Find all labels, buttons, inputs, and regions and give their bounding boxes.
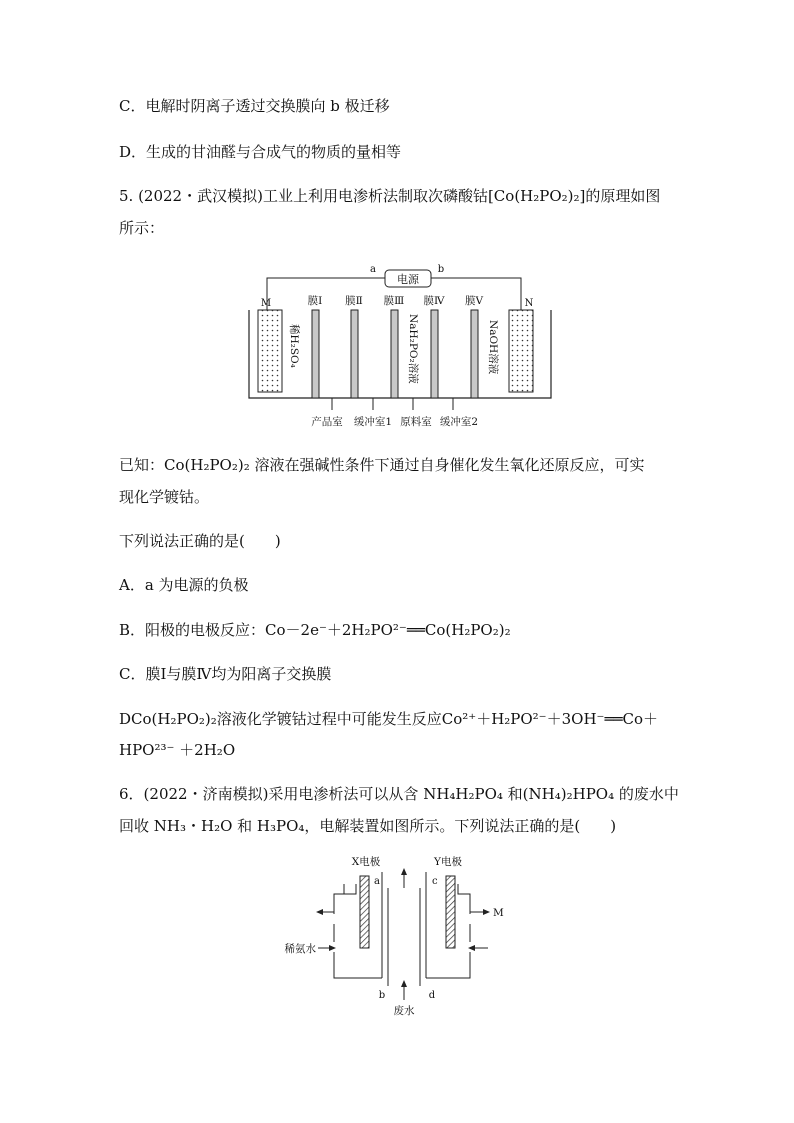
membrane-1 — [312, 310, 319, 398]
wastewater-label: 废水 — [393, 1005, 415, 1017]
power-source-label: 电源 — [397, 273, 419, 286]
svg-text:M: M — [260, 298, 272, 309]
svg-text:产品室: 产品室 — [311, 416, 343, 428]
question-6-line1: 6．(2022・济南模拟)采用电渗析法可以从含 NH₄H₂PO₄ 和(NH₄)₂HPO₄ 的废水中 — [119, 785, 679, 803]
membrane-2 — [351, 310, 358, 398]
electrode-x — [360, 876, 369, 948]
svg-text:缓冲室2: 缓冲室2 — [439, 416, 479, 428]
option-d-q5-line1: DCo(H₂PO₂)₂溶液化学镀钴过程中可能发生反应Co²⁺＋H₂PO²⁻＋3OH⁻══Co＋ — [119, 710, 659, 728]
svg-text:膜Ⅴ: 膜Ⅴ — [464, 295, 484, 307]
svg-text:N: N — [524, 298, 534, 309]
svg-text:b: b — [378, 990, 386, 1001]
svg-text:膜Ⅰ: 膜Ⅰ — [307, 295, 323, 307]
svg-text:Y电极: Y电极 — [434, 856, 462, 868]
svg-text:X电极: X电极 — [351, 856, 381, 868]
svg-text:a: a — [370, 264, 376, 275]
option-c-q4: C．电解时阴离子透过交换膜向 b 极迁移 — [119, 97, 390, 115]
svg-text:a: a — [374, 876, 380, 887]
option-b-q5: B．阳极的电极反应：Co－2e⁻＋2H₂PO²⁻══Co(H₂PO₂)₂ — [119, 621, 511, 639]
electrode-y — [446, 876, 455, 948]
svg-text:b: b — [437, 264, 445, 275]
electrodialysis-diagram-2 — [282, 852, 512, 1022]
sodium-hydroxide-label: NaOH溶液 — [487, 320, 499, 375]
electrode-m — [258, 310, 282, 392]
question-5-line1: 5. (2022・武汉模拟)工业上利用电渗析法制取次磷酸钴[Co(H₂PO₂)₂]的原理如图 — [119, 187, 661, 205]
svg-text:缓冲室1: 缓冲室1 — [353, 416, 393, 428]
electrode-n — [509, 310, 533, 392]
question-prompt: 下列说法正确的是( ) — [119, 532, 281, 550]
svg-text:M: M — [493, 907, 504, 919]
svg-text:c: c — [432, 876, 438, 887]
svg-text:d: d — [428, 990, 436, 1001]
question-5-line2: 所示： — [119, 219, 165, 237]
electrodialysis-diagram-1 — [245, 258, 555, 430]
dilute-ammonia-label: 稀氨水 — [284, 943, 316, 955]
known-condition-line2: 现化学镀钴。 — [119, 488, 210, 506]
option-d-q4: D．生成的甘油醛与合成气的物质的量相等 — [119, 143, 402, 161]
svg-text:原料室: 原料室 — [400, 416, 432, 428]
svg-text:膜Ⅲ: 膜Ⅲ — [383, 295, 405, 307]
known-condition-line1: 已知：Co(H₂PO₂)₂ 溶液在强碱性条件下通过自身催化发生氧化还原反应，可实 — [119, 456, 645, 474]
option-c-q5: C．膜Ⅰ与膜Ⅳ均为阳离子交换膜 — [119, 665, 332, 683]
membrane-4 — [431, 310, 438, 398]
option-a-q5: A．a 为电源的负极 — [119, 576, 249, 594]
membrane-5 — [471, 310, 478, 398]
question-6-line2: 回收 NH₃・H₂O 和 H₃PO₄，电解装置如图所示。下列说法正确的是( ) — [119, 817, 617, 835]
dilute-sulfuric-acid-label: 稀H₂SO₄ — [288, 324, 300, 368]
option-d-q5-line2: HPO²³⁻ ＋2H₂O — [119, 741, 236, 759]
membrane-3 — [391, 310, 398, 398]
svg-text:膜Ⅳ: 膜Ⅳ — [423, 295, 445, 307]
svg-text:膜Ⅱ: 膜Ⅱ — [345, 295, 363, 307]
sodium-hypophosphite-label: NaH₂PO₂溶液 — [407, 314, 419, 384]
